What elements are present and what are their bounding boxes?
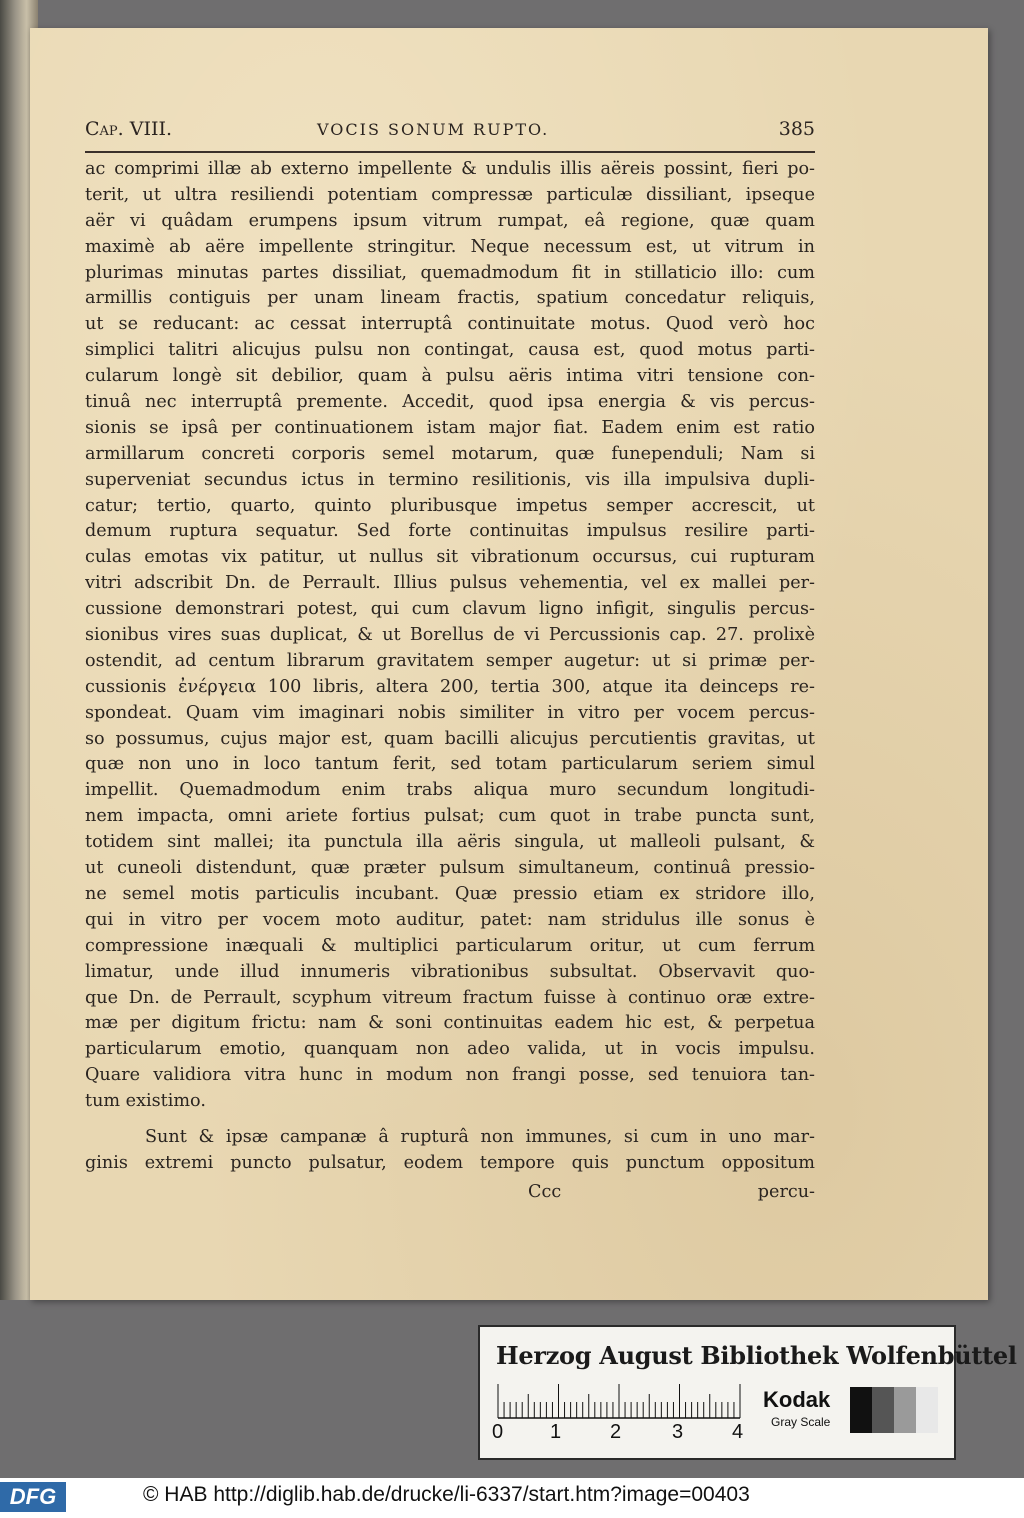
page-number: 385	[778, 118, 815, 140]
text-line: ut se reducant: ac cessat interruptâ continuitate motus. Quod verò hoc	[85, 314, 815, 335]
text-line: nem impacta, omni ariete fortius pulsat; cum quot in trabe puncta sunt,	[85, 806, 815, 827]
ruler-number: 4	[732, 1421, 744, 1443]
text-line: ostendit, ad centum librarum gravitatem semper augetur: ut si primæ per-	[85, 650, 815, 671]
text-line: qui in vitro per vocem moto auditur, patet: nam stridulus ille sonus è	[85, 909, 815, 930]
text-line: compressione inæquali & multiplici particularum oritur, ut cum ferrum	[85, 935, 815, 956]
text-line: simplici talitri alicujus pulsu non contingat, causa est, quod motus parti-	[85, 340, 815, 361]
header-rule	[85, 151, 815, 153]
text-line: cularum longè sit debilior, quam à pulsu aëris intima vitri tensione con-	[85, 366, 815, 387]
text-line: so possumus, cujus major est, quam bacilli alicujus percutientis gravitas, ut	[85, 728, 815, 749]
page-header	[85, 118, 815, 148]
text-line: Sunt & ipsæ campanæ â rupturâ non immunes, si cum in uno mar-	[145, 1126, 815, 1147]
text-line: terit, ut ultra resiliendi potentiam compressæ particulæ dissiliant, ipseque	[85, 184, 815, 205]
ruler-numbers	[490, 1421, 750, 1447]
text-line: impellit. Quemadmodum enim trabs aliqua muro secundum longitudi-	[85, 780, 815, 801]
ruler-number: 1	[550, 1421, 562, 1443]
text-line: superveniat secundus ictus in termino resilitionis, vis illa impulsiva dupli-	[85, 469, 815, 490]
text-line: ginis extremi puncto pulsatur, eodem tempore quis punctum oppositum	[85, 1152, 815, 1173]
text-line: ne semel motis particulis incubant. Quæ pressio etiam ex stridore illo,	[85, 883, 815, 904]
text-line: cussione demonstrari potest, qui cum clavum ligno infigit, singulis percus-	[85, 599, 815, 620]
ruler-number: 3	[672, 1421, 684, 1443]
text-line: aër vi quâdam erumpens ipsum vitrum rumpat, eâ regione, quæ quam	[85, 210, 815, 231]
text-line: totidem sint mallei; ita punctula illa aëris singula, ut malleoli pulsant, &	[85, 832, 815, 853]
text-line: tum existimo.	[85, 1091, 206, 1112]
text-line: sionis se ipsâ per continuationem istam major fiat. Eadem enim est ratio	[85, 417, 815, 438]
text-line: que Dn. de Perrault, scyphum vitreum fractum fuisse à continuo oræ extre-	[85, 987, 815, 1008]
footer-bar	[0, 1478, 1024, 1518]
kodak-logo: Kodak	[763, 1387, 831, 1412]
signature-mark: Ccc	[528, 1181, 562, 1202]
catchword-line	[85, 1177, 815, 1207]
text-line: armillarum concreti corporis semel motarum, quæ funependuli; Nam si	[85, 443, 815, 464]
text-line: culas emotas vix patitur, ut nullus sit vibrationum occursus, cui rupturam	[85, 547, 815, 568]
text-line: particularum emotio, quanquam non adeo valida, ut in vocis impulsu.	[85, 1039, 815, 1060]
text-line: maximè ab aëre impellente stringitur. Neque necessum est, ut vitrum in	[85, 236, 815, 257]
text-line: ut cuneoli distendunt, quæ præter pulsum simultaneum, continuâ pressio-	[85, 858, 815, 879]
gray-scale-label: Gray Scale	[771, 1415, 831, 1429]
text-line: limatur, unde illud innumeris vibrationibus subsultat. Observavit quo-	[85, 961, 815, 982]
paragraph-gap	[85, 1115, 815, 1125]
text-line: quæ non uno in loco tantum ferit, sed totam particularum seriem simul	[85, 754, 815, 775]
body-text	[85, 157, 815, 1207]
gray-swatch	[850, 1387, 872, 1433]
text-line: sionibus vires suas duplicat, & ut Borellus de vi Percussionis cap. 27. prolixè	[85, 625, 815, 646]
gray-swatch	[872, 1387, 894, 1433]
gray-swatch	[894, 1387, 916, 1433]
ruler-number: 0	[492, 1421, 504, 1443]
text-line: vitri adscribit Dn. de Perrault. Illius pulsus vehementia, vel ex mallei per-	[85, 573, 815, 594]
ruler-scale	[494, 1382, 742, 1420]
library-name: Herzog August Bibliothek Wolfenbüttel	[496, 1341, 1017, 1370]
running-title: VOCIS SONUM RUPTO.	[317, 120, 550, 139]
gray-swatches	[850, 1387, 938, 1433]
text-line: mæ per digitum frictu: nam & soni continuitas eadem hic est, & perpetua	[85, 1013, 815, 1034]
gray-swatch	[916, 1387, 938, 1433]
color-calibration-bar	[478, 1325, 1017, 1460]
catchword: percu-	[757, 1181, 815, 1202]
dfg-logo: DFG	[0, 1482, 66, 1512]
text-line: demum ruptura sequatur. Sed forte continuitas impulsus resilire parti-	[85, 521, 815, 542]
text-line: Quare validiora vitra hunc in modum non frangi posse, sed tenuiora tan-	[85, 1065, 815, 1086]
text-line: cussionis ἐνέργεια 100 libris, altera 200, tertia 300, atque ita deinceps re-	[85, 676, 815, 697]
text-line: catur; tertio, quarto, quinto pluribusque impetus semper accrescit, ut	[85, 495, 815, 516]
text-line: spondeat. Quam vim imaginari nobis similiter in vitro per vocem percus-	[85, 702, 815, 723]
ruler-number: 2	[610, 1421, 622, 1443]
text-line: tinuâ nec interruptâ premente. Accedit, quod ipsa energia & vis percus-	[85, 392, 815, 413]
chapter-label: Cap. VIII.	[85, 118, 173, 140]
copyright-link[interactable]: © HAB http://diglib.hab.de/drucke/li-6337/start.htm?image=00403	[143, 1483, 750, 1506]
text-line: armillis contiguis per unam lineam fractis, spatium concedatur reliquis,	[85, 288, 815, 309]
text-line: plurimas minutas partes dissiliat, quemadmodum fit in stillaticio illo: cum	[85, 262, 815, 283]
text-line: ac comprimi illæ ab externo impellente & undulis illis aëreis possint, fieri po-	[85, 159, 815, 179]
